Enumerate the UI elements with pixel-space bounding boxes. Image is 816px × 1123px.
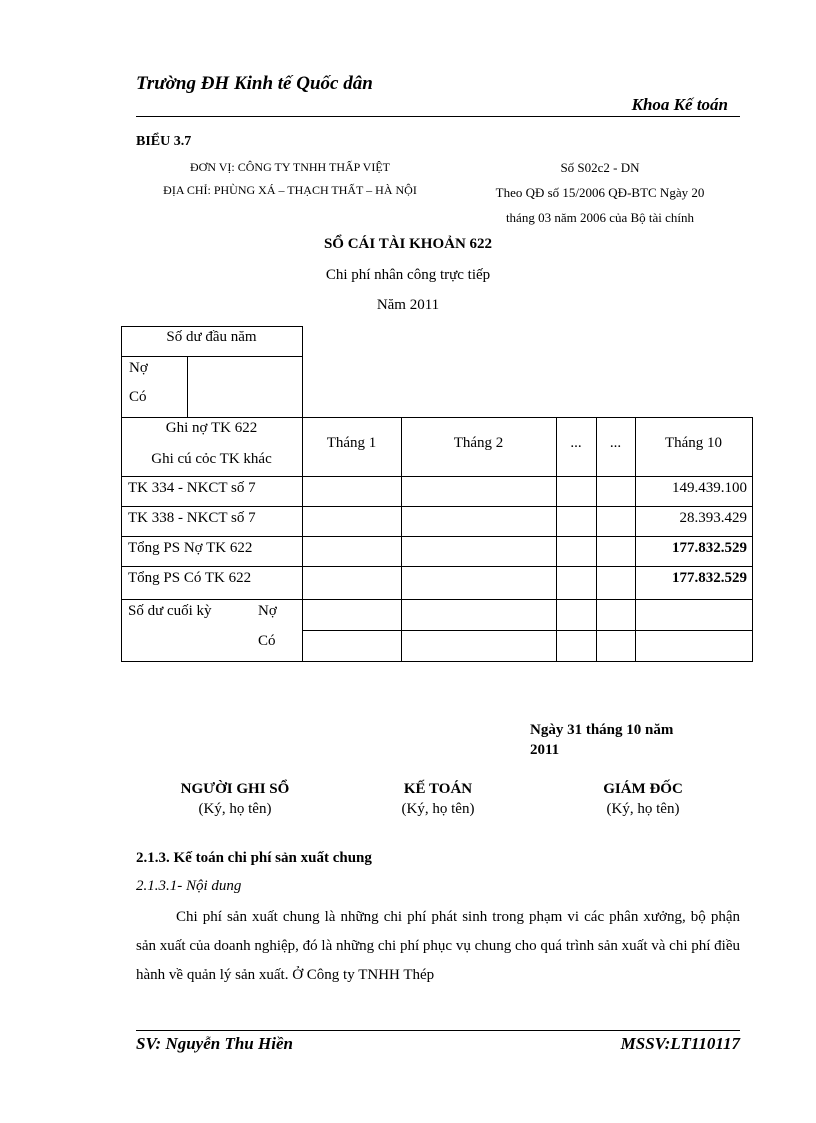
opening-balance-label: Số dư đầu năm [166,329,257,345]
section-subheading: 2.1.3.1- Nội dung [136,878,242,894]
column-header-month-2: Tháng 2 [453,435,504,451]
signer-recorder-note: (Ký, họ tên) [198,801,272,817]
date-line-1: Ngày 31 tháng 10 năm [530,722,674,738]
student-name: SV: Nguyễn Thu Hiền [136,1034,293,1053]
row-value-total-credit: 177.832.529 [672,570,747,586]
header-other-accounts: Ghi cú cỏc TK khác [151,451,272,467]
unit-name: ĐƠN VỊ: CÔNG TY TNHH THẤP VIỆT [189,160,390,174]
signer-recorder: NGƯỜI GHI SỔ [180,781,290,797]
signer-director: GIÁM ĐỐC [603,781,683,797]
opening-credit-label: Có [129,389,147,405]
section-body: Chi phí sản xuất chung là những chi phí phát sinh trong phạm vi các phân xưởng, bộ phận sản xuất của doanh nghiệp, đó là những chi phí phục vụ chung cho quá trình sản xuất và chi phí điều hành về quản lý sản xuất. Ở Công ty TNHH Thép [136,909,740,983]
ledger-year: Năm 2011 [376,297,440,313]
closing-credit-label: Có [258,633,276,649]
date-line-2: 2011 [530,742,560,758]
closing-balance-label: Số dư cuối kỳ [128,603,212,619]
row-value-tk338: 28.393.429 [679,510,747,526]
regulation-line-2: tháng 03 năm 2006 của Bộ tài chính [505,210,695,225]
closing-debit-label: Nợ [258,603,277,619]
row-value-total-debit: 177.832.529 [672,540,747,556]
section-heading: 2.1.3. Kế toán chi phí sản xuất chung [136,850,372,866]
school-name: Trường ĐH Kinh tế Quốc dân [136,73,373,94]
ledger-subtitle: Chi phí nhân công trực tiếp [325,267,491,283]
regulation-line-1: Theo QĐ số 15/2006 QĐ-BTC Ngày 20 [495,185,705,200]
student-id: MSSV:LT110117 [620,1034,740,1053]
signer-accountant-note: (Ký, họ tên) [401,801,475,817]
column-header-month-10: Tháng 10 [664,435,723,451]
opening-debit-label: Nợ [129,360,148,376]
column-header-ellipsis-1: ... [570,435,582,451]
row-label-total-credit: Tổng PS Có TK 622 [128,570,252,586]
column-header-month-1: Tháng 1 [326,435,377,451]
row-label-total-debit: Tổng PS Nợ TK 622 [128,540,253,556]
signer-accountant: KẾ TOÁN [403,781,473,797]
unit-address: ĐỊA CHỈ: PHÙNG XÁ – THẠCH THẤT – HÀ NỘI [163,183,417,197]
form-number: Số S02c2 - DN [560,160,640,175]
header-debit-account: Ghi nợ TK 622 [165,420,258,436]
column-header-ellipsis-2: ... [609,435,622,451]
row-value-tk334: 149.439.100 [672,480,747,496]
row-label-tk338: TK 338 - NKCT số 7 [128,510,256,526]
ledger-title: SỔ CÁI TÀI KHOẢN 622 [323,236,493,252]
header-rule [136,116,740,117]
department-name: Khoa Kế toán [631,95,728,114]
exhibit-label: BIỂU 3.7 [136,134,192,149]
footer-rule [136,1030,740,1031]
signer-director-note: (Ký, họ tên) [606,801,680,817]
row-label-tk334: TK 334 - NKCT số 7 [128,480,256,496]
